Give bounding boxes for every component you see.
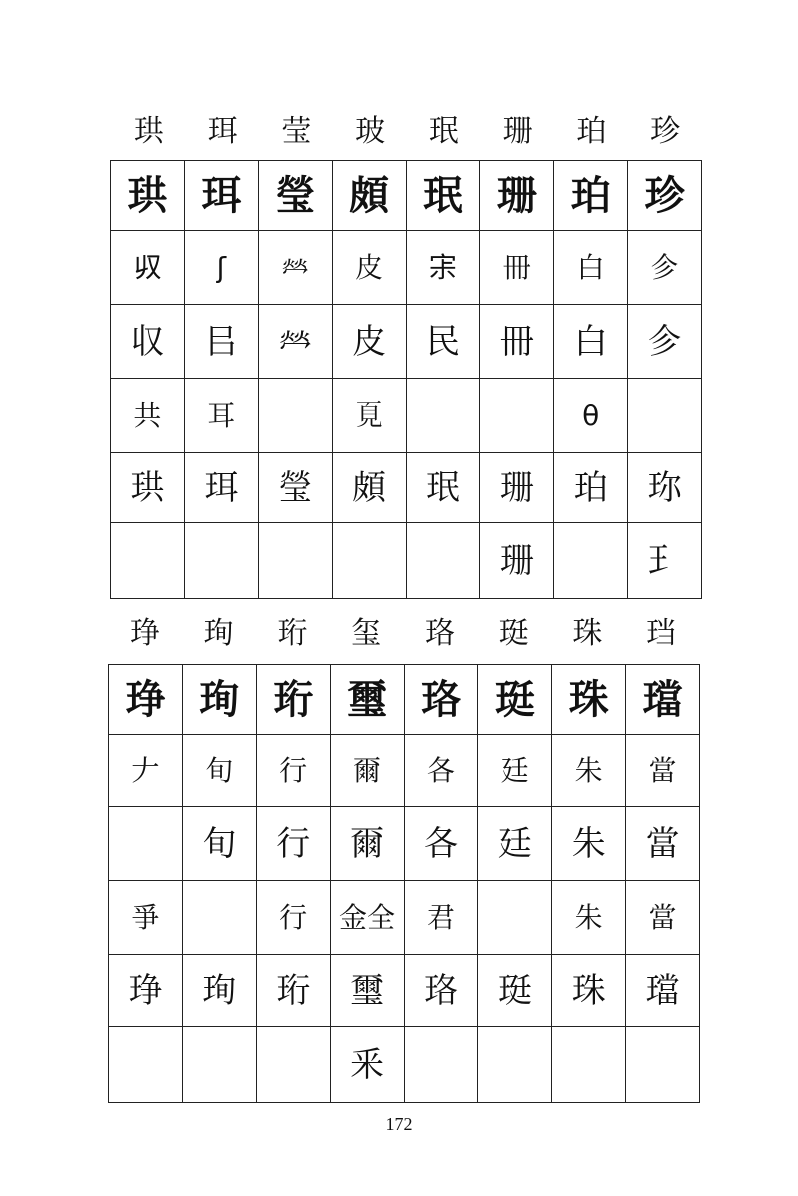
glyph-form: 瑩 (275, 171, 316, 219)
glyph-cell (628, 523, 702, 599)
glyph-cell (404, 665, 478, 735)
glyph-cell (626, 1027, 700, 1103)
header-char: 珥 (207, 114, 238, 149)
glyph-cell (478, 955, 552, 1027)
table-row (109, 881, 700, 955)
glyph-cell (628, 231, 702, 305)
glyph-form: 爭 (131, 900, 160, 934)
glyph-cell (332, 453, 406, 523)
glyph-form: 㠯 (204, 321, 239, 362)
glyph-form: 行 (279, 753, 308, 787)
glyph-cell (111, 523, 185, 599)
glyph-form: 収 (130, 321, 165, 362)
section-1-header-row (112, 112, 702, 152)
glyph-cell (109, 807, 183, 881)
header-char: 玺 (351, 616, 382, 651)
glyph-cell (182, 955, 256, 1027)
glyph-form: 𩑋 (355, 398, 384, 432)
glyph-cell (332, 161, 406, 231)
table-row (109, 807, 700, 881)
glyph-cell (404, 807, 478, 881)
glyph-cell (184, 305, 258, 379)
glyph-form: 共 (133, 398, 162, 432)
table-row (109, 955, 700, 1027)
glyph-cell (404, 735, 478, 807)
glyph-form: 㐱 (650, 250, 679, 284)
header-char: 珣 (203, 616, 234, 651)
glyph-form: 珥 (201, 171, 242, 219)
glyph-cell (478, 881, 552, 955)
glyph-form: 琤 (128, 970, 163, 1011)
glyph-form: 珎 (647, 467, 682, 508)
glyph-form: 朱 (574, 900, 603, 934)
header-char: 珉 (428, 114, 459, 149)
glyph-form: 珞 (423, 970, 458, 1011)
header-char: 玻 (355, 114, 386, 149)
glyph-cell (628, 305, 702, 379)
table-row (109, 1027, 700, 1103)
glyph-cell (330, 1027, 404, 1103)
glyph-cell (330, 807, 404, 881)
glyph-cell (552, 1027, 626, 1103)
glyph-cell (480, 523, 554, 599)
glyph-form: 珀 (573, 467, 608, 508)
glyph-cell (478, 1027, 552, 1103)
glyph-form: 耳 (207, 398, 236, 432)
glyph-cell (406, 231, 480, 305)
glyph-cell (109, 735, 183, 807)
glyph-cell (256, 955, 330, 1027)
glyph-cell (182, 881, 256, 955)
glyph-form: 𤇾 (278, 321, 313, 362)
glyph-form: 𡧯 (428, 250, 457, 284)
page-number: 172 (385, 1114, 413, 1134)
glyph-cell (480, 161, 554, 231)
glyph-cell (626, 735, 700, 807)
glyph-form: 各 (423, 823, 458, 864)
glyph-cell (628, 379, 702, 453)
glyph-form: 當 (648, 900, 677, 934)
header-char: 莹 (281, 114, 312, 149)
glyph-form: 當 (648, 753, 677, 787)
glyph-cell (404, 955, 478, 1027)
glyph-cell (554, 523, 628, 599)
glyph-cell (554, 231, 628, 305)
glyph-cell (406, 379, 480, 453)
glyph-cell (256, 665, 330, 735)
glyph-cell (109, 1027, 183, 1103)
glyph-cell (330, 881, 404, 955)
glyph-form: 爾 (350, 823, 385, 864)
header-char: 珍 (650, 114, 681, 149)
glyph-form: 璽 (347, 675, 388, 723)
glyph-cell (256, 807, 330, 881)
glyph-cell (256, 881, 330, 955)
glyph-cell (184, 453, 258, 523)
glyph-cell (478, 807, 552, 881)
glyph-cell (552, 665, 626, 735)
glyph-cell (184, 161, 258, 231)
glyph-cell (554, 379, 628, 453)
glyph-cell (628, 161, 702, 231)
glyph-cell (554, 161, 628, 231)
glyph-cell (111, 231, 185, 305)
glyph-cell (258, 379, 332, 453)
glyph-form: 廷 (497, 823, 532, 864)
glyph-cell (332, 379, 406, 453)
glyph-form: 珠 (571, 970, 606, 1011)
glyph-form: 珥 (204, 467, 239, 508)
glyph-cell (258, 523, 332, 599)
glyph-form: 君 (426, 900, 455, 934)
glyph-form: 朱 (574, 753, 603, 787)
glyph-cell (330, 955, 404, 1027)
glyph-form: 珠 (568, 675, 609, 723)
glyph-form: 旬 (205, 753, 234, 787)
glyph-cell (554, 453, 628, 523)
glyph-cell (332, 305, 406, 379)
section-2-header-row (108, 614, 698, 654)
glyph-cell (330, 665, 404, 735)
table-row (111, 231, 702, 305)
glyph-form: 珣 (199, 675, 240, 723)
glyph-form: 當 (645, 823, 680, 864)
glyph-form: 珊 (499, 467, 534, 508)
glyph-form: 各 (426, 753, 455, 787)
glyph-form: 璽 (350, 970, 385, 1011)
glyph-cell (626, 955, 700, 1027)
glyph-cell (111, 453, 185, 523)
glyph-form: 金全 (339, 900, 396, 934)
glyph-cell (258, 305, 332, 379)
header-char: 珞 (424, 616, 455, 651)
glyph-cell (184, 231, 258, 305)
glyph-cell (478, 735, 552, 807)
glyph-form: 冊 (499, 321, 534, 362)
glyph-cell (111, 161, 185, 231)
glyph-cell (552, 735, 626, 807)
glyph-cell (406, 453, 480, 523)
glyph-cell (626, 807, 700, 881)
glyph-form: 珊 (496, 171, 537, 219)
glyph-cell (182, 807, 256, 881)
header-char: 琤 (129, 616, 160, 651)
glyph-form: 珞 (420, 675, 461, 723)
glyph-cell (552, 955, 626, 1027)
glyph-form: 朱 (571, 823, 606, 864)
glyph-cell (109, 881, 183, 955)
table-row (111, 379, 702, 453)
table-row (109, 665, 700, 735)
header-char: 珙 (133, 114, 164, 149)
table-row (111, 305, 702, 379)
glyph-form: 琤 (125, 675, 166, 723)
glyph-cell (332, 231, 406, 305)
glyph-cell (480, 231, 554, 305)
glyph-cell (554, 305, 628, 379)
glyph-cell (109, 955, 183, 1027)
glyph-cell (406, 161, 480, 231)
glyph-cell (628, 453, 702, 523)
glyph-form: 𠂇 (131, 753, 160, 787)
glyph-form: 珍 (644, 171, 685, 219)
header-char: 珰 (646, 616, 677, 651)
glyph-cell (626, 665, 700, 735)
glyph-form: 珣 (202, 970, 237, 1011)
glyph-cell (552, 881, 626, 955)
glyph-cell (258, 161, 332, 231)
glyph-cell (258, 231, 332, 305)
header-char: 珽 (498, 616, 529, 651)
glyph-cell (184, 523, 258, 599)
glyph-cell (182, 665, 256, 735)
glyph-cell (404, 881, 478, 955)
glyph-form: 白 (573, 321, 608, 362)
section-1-glyph-table (110, 160, 702, 599)
glyph-form: 珊 (499, 540, 534, 581)
glyph-cell (184, 379, 258, 453)
glyph-form: 皮 (352, 321, 387, 362)
glyph-form: 珽 (497, 970, 532, 1011)
glyph-form: 珙 (130, 467, 165, 508)
glyph-form: 民 (425, 321, 460, 362)
glyph-cell (332, 523, 406, 599)
glyph-form: 珩 (273, 675, 314, 723)
glyph-form: 冊 (502, 250, 531, 284)
glyph-form: 璫 (645, 970, 680, 1011)
glyph-form: 白 (576, 250, 605, 284)
glyph-cell (111, 379, 185, 453)
glyph-form: 珩 (276, 970, 311, 1011)
glyph-cell (111, 305, 185, 379)
glyph-form: 珽 (494, 675, 535, 723)
glyph-form: 皮 (355, 250, 384, 284)
section-2-glyph-table (108, 664, 700, 1103)
glyph-cell (109, 665, 183, 735)
glyph-form: θ (582, 398, 600, 432)
glyph-form: 爾 (353, 753, 382, 787)
glyph-form: 㐱 (647, 321, 682, 362)
glyph-cell (406, 305, 480, 379)
glyph-form: 𤣩 (647, 540, 682, 581)
table-row (111, 523, 702, 599)
glyph-cell (182, 1027, 256, 1103)
glyph-form: 珉 (425, 467, 460, 508)
glyph-form: 珉 (422, 171, 463, 219)
glyph-cell (330, 735, 404, 807)
glyph-form: 瑩 (278, 467, 313, 508)
glyph-form: ʃ (216, 250, 227, 284)
glyph-form: 𤇾 (281, 250, 310, 284)
glyph-form: 行 (279, 900, 308, 934)
header-char: 珀 (576, 114, 607, 149)
glyph-form: 釆 (350, 1044, 385, 1085)
glyph-form: 珙 (127, 171, 168, 219)
glyph-form: 廷 (500, 753, 529, 787)
glyph-cell (182, 735, 256, 807)
glyph-cell (404, 1027, 478, 1103)
header-char: 珠 (572, 616, 603, 651)
glyph-form: 行 (276, 823, 311, 864)
glyph-form: 珀 (570, 171, 611, 219)
glyph-form: 旬 (202, 823, 237, 864)
glyph-form: 𠬞 (133, 250, 162, 284)
glyph-cell (258, 453, 332, 523)
glyph-form: 璫 (642, 675, 683, 723)
glyph-cell (256, 1027, 330, 1103)
header-char: 珩 (277, 616, 308, 651)
glyph-cell (478, 665, 552, 735)
header-char: 珊 (502, 114, 533, 149)
glyph-cell (552, 807, 626, 881)
glyph-cell (626, 881, 700, 955)
table-row (111, 453, 702, 523)
glyph-cell (256, 735, 330, 807)
glyph-cell (480, 453, 554, 523)
glyph-cell (480, 305, 554, 379)
glyph-cell (406, 523, 480, 599)
glyph-form: 頗 (349, 171, 390, 219)
table-row (111, 161, 702, 231)
glyph-form: 頗 (352, 467, 387, 508)
table-row (109, 735, 700, 807)
glyph-cell (480, 379, 554, 453)
